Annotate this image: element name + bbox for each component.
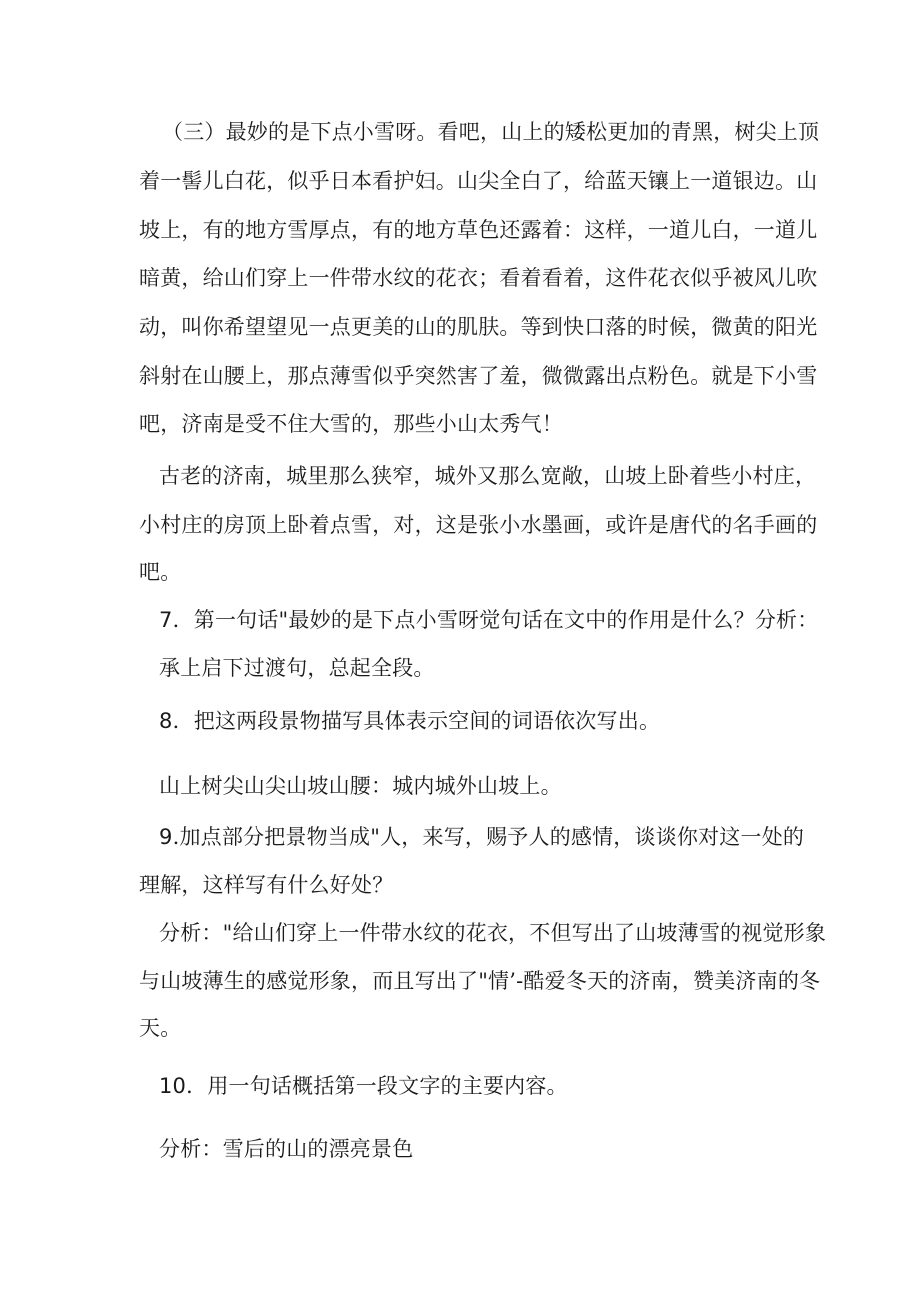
question-7-number: 7 bbox=[159, 608, 173, 632]
question-10 bbox=[159, 1071, 568, 1101]
answer-10: 分析：雪后的山的漂亮景色 bbox=[159, 1137, 414, 1161]
question-8-number: 8 bbox=[159, 709, 173, 733]
question-7 bbox=[159, 605, 818, 635]
question-9-line-1 bbox=[159, 822, 804, 852]
para1-line-4: 暗黄，给山们穿上一件带水纹的花衣；看着看着，这件花衣似乎被风儿吹 bbox=[139, 266, 818, 290]
question-7-text: ．第一句话"最妙的是下点小雪呀觉句话在文中的作用是什么？分析： bbox=[172, 608, 819, 632]
para1-line-6: 斜射在山腰上，那点薄雪似乎突然害了羞，微微露出点粉色。就是下小雪 bbox=[139, 364, 818, 388]
question-8-text: ．把这两段景物描写具体表示空间的词语依次写出。 bbox=[172, 709, 661, 733]
para1-line-2: 着一髻儿白花，似乎日本看护妇。山尖全白了，给蓝天镶上一道银边。山 bbox=[139, 169, 818, 193]
para2-line-2: 小村庄的房顶上卧着点雪，对，这是张小水墨画，或许是唐代的名手画的 bbox=[139, 513, 818, 537]
para1-line-1: （三）最妙的是下点小雪呀。看吧，山上的矮松更加的青黑，树尖上顶 bbox=[162, 120, 820, 144]
answer-7: 承上启下过渡句，总起全段。 bbox=[159, 656, 435, 680]
question-8 bbox=[159, 706, 660, 736]
answer-9-line-3: 天。 bbox=[139, 1016, 182, 1040]
question-9-text: .加点部分把景物当成"人，来写，赐予人的感情，谈谈你对这一处的 bbox=[172, 825, 805, 849]
answer-9-line-1: 分析："给山们穿上一件带水纹的花衣，不但写出了山坡薄雪的视觉形象 bbox=[159, 921, 827, 945]
answer-8: 山上树尖山尖山坡山腰：城内城外山坡上。 bbox=[159, 774, 562, 798]
para2-line-1: 古老的济南，城里那么狭窄，城外又那么宽敞，山坡上卧着些小村庄， bbox=[159, 464, 817, 488]
para1-line-7: 吧，济南是受不住大雪的，那些小山太秀气！ bbox=[139, 412, 563, 436]
question-10-text: ．用一句话概括第一段文字的主要内容。 bbox=[186, 1074, 568, 1098]
para1-line-3: 坡上，有的地方雪厚点，有的地方草色还露着：这样，一道儿白，一道儿 bbox=[139, 218, 818, 242]
question-9-line-2: 理解，这样写有什么好处？ bbox=[139, 873, 394, 897]
question-10-number: 10 bbox=[159, 1074, 187, 1098]
para1-line-5: 动，叫你希望望见一点更美的山的肌肤。等到快口落的时候，微黄的阳光 bbox=[139, 315, 818, 339]
answer-9-line-2: 与山坡薄生的感觉形象，而且写出了"情’-酷爱冬天的济南，赞美济南的冬 bbox=[139, 969, 821, 993]
question-9-number: 9 bbox=[159, 825, 173, 849]
para2-line-3: 吧。 bbox=[139, 560, 182, 584]
